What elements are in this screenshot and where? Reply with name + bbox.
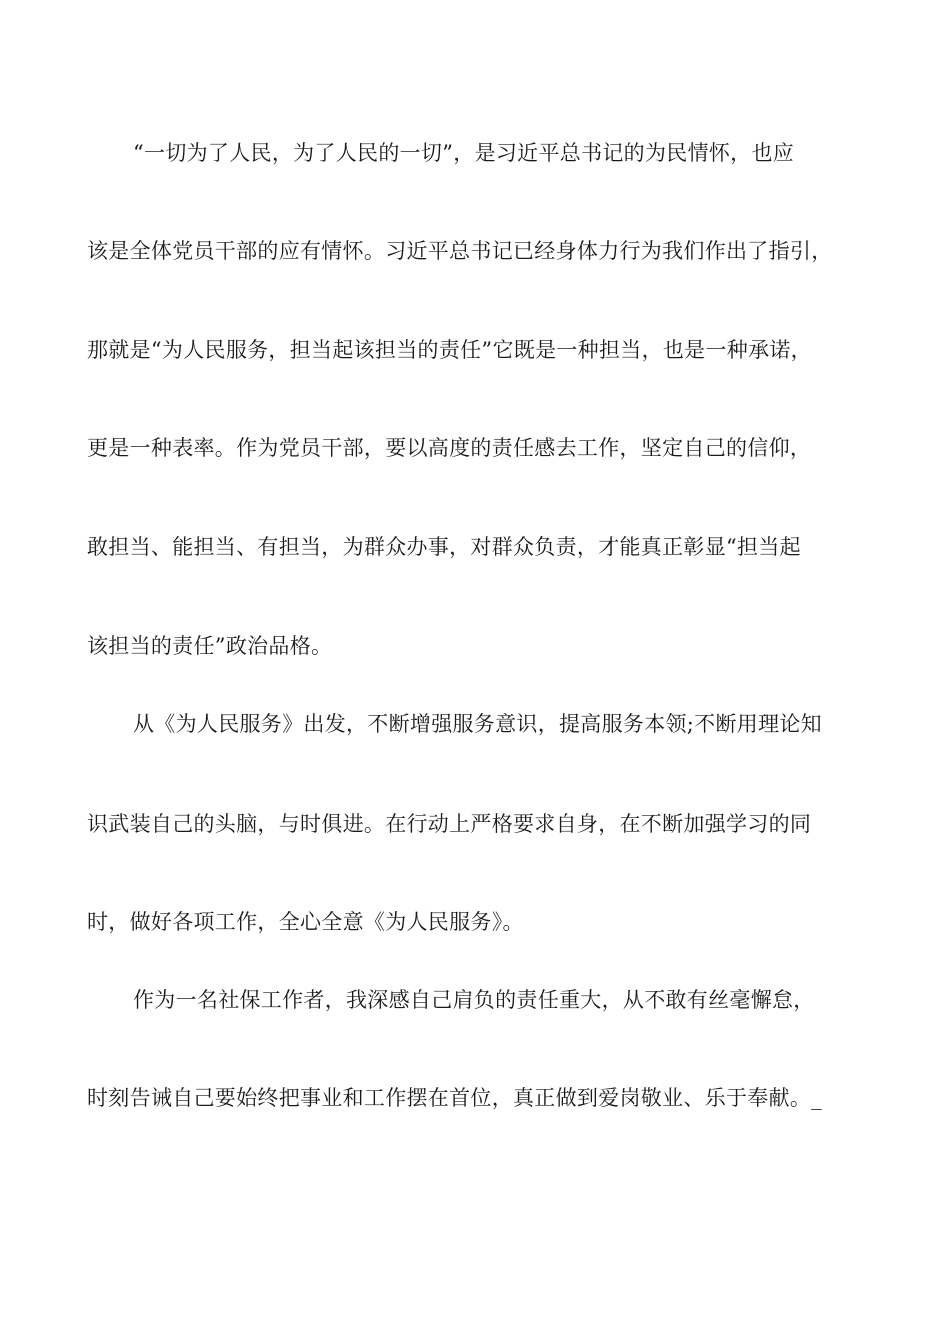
paragraph-2-line-1: 从《为人民服务》出发，不断增强服务意识，提高服务本领;不断用理论知 [133,712,822,736]
paragraph-3-line-1: 作为一名社保工作者，我深感自己肩负的责任重大，从不敢有丝毫懈怠， [133,988,815,1012]
paragraph-1-line-1: “一切为了人民，为了人民的一切”，是习近平总书记的为民情怀，也应 [133,141,795,165]
paragraph-1-line-5: 敢担当、能担当、有担当，为群众办事，对群众负责，才能真正彰显“担当起 [87,535,801,559]
paragraph-3-line-2: 时刻告诫自己要始终把事业和工作摆在首位，真正做到爱岗敬业、乐于奉献。_ [87,1086,822,1110]
paragraph-1-line-3: 那就是“为人民服务，担当起该担当的责任”它既是一种担当，也是一种承诺， [87,338,812,362]
paragraph-1-line-4: 更是一种表率。作为党员干部，要以高度的责任感去工作，坚定自己的信仰， [87,436,812,460]
paragraph-2-line-3: 时，做好各项工作，全心全意《为人民服务》。 [87,910,524,934]
paragraph-2-line-2: 识武装自己的头脑，与时俱进。在行动上严格要求自身，在不断加强学习的同 [87,812,812,836]
paragraph-1-line-2: 该是全体党员干部的应有情怀。习近平总书记已经身体力行为我们作出了指引， [87,239,833,263]
paragraph-1-line-6: 该担当的责任”政治品格。 [87,634,333,658]
